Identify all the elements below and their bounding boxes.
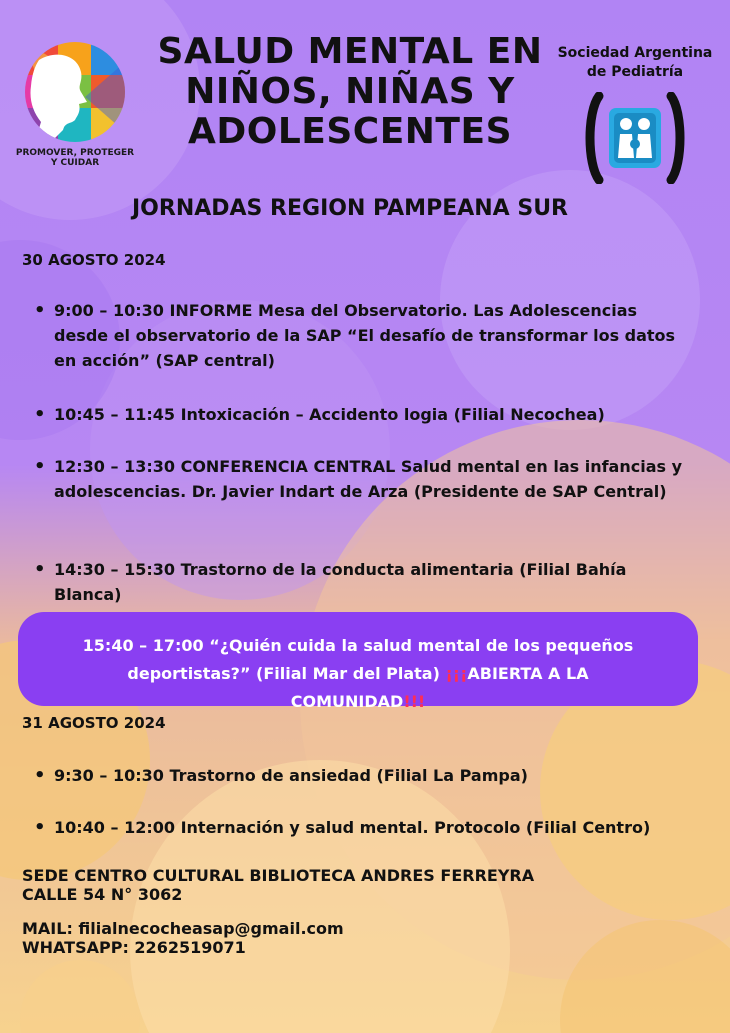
day2-item-1: • 9:30 – 10:30 Trastorno de ansiedad (Filial La Pampa) xyxy=(30,763,690,788)
sap-emblem-icon xyxy=(585,92,685,184)
contact-mail[interactable]: MAIL: filialnecocheasap@gmail.com xyxy=(22,919,344,938)
banner-line2 xyxy=(58,660,658,716)
page-title xyxy=(150,32,550,152)
logo-tagline-line2: Y CUIDAR xyxy=(50,158,100,168)
title-line-3: ADOLESCENTES xyxy=(187,111,513,152)
day2-schedule-2 xyxy=(30,815,690,840)
org-name-line1: Sociedad Argentina xyxy=(557,45,713,61)
day1-schedule xyxy=(30,298,690,373)
venue-name: SEDE CENTRO CULTURAL BIBLIOTECA ANDRES FERREYRA xyxy=(22,866,535,885)
day1-schedule-3 xyxy=(30,454,690,504)
day1-item-4: • 14:30 – 15:30 Trastorno de la conducta alimentaria (Filial Bahía Blanca) xyxy=(30,557,690,607)
day2-schedule xyxy=(30,763,690,788)
day2-date: 31 AGOSTO 2024 xyxy=(22,714,166,732)
community-session-banner xyxy=(18,612,698,711)
venue-address: CALLE 54 N° 3062 xyxy=(22,885,183,904)
community-label: ABIERTA A LA COMUNIDAD xyxy=(290,664,589,711)
banner-line1: 15:40 – 17:00 “¿Quién cuida la salud mental de los pequeños xyxy=(82,636,634,655)
org-name-line2: de Pediatría xyxy=(586,64,684,80)
left-logo xyxy=(14,42,136,168)
day2-item-2: • 10:40 – 12:00 Internación y salud mental. Protocolo (Filial Centro) xyxy=(30,815,690,840)
title-line-1: SALUD MENTAL EN xyxy=(157,31,543,72)
day1-item-3: • 12:30 – 13:30 CONFERENCIA CENTRAL Salud mental en las infancias y adolescencias. Dr. Javier Indart de Arza (Presidente de SAP Central) xyxy=(30,454,690,504)
contact-whatsapp[interactable]: WHATSAPP: 2262519071 xyxy=(22,938,246,957)
day1-schedule-2 xyxy=(30,402,690,427)
sap-logo xyxy=(552,44,718,184)
title-line-2: NIÑOS, NIÑAS Y xyxy=(185,71,515,112)
logo-tagline-line1: PROMOVER, PROTEGER xyxy=(15,148,135,158)
contact-block xyxy=(22,919,344,957)
mosaic-head-icon xyxy=(25,42,125,142)
day1-date: 30 AGOSTO 2024 xyxy=(22,251,166,269)
day1-item-2: • 10:45 – 11:45 Intoxicación – Accidento logia (Filial Necochea) xyxy=(30,402,690,427)
exclamation-close-icon: !!! xyxy=(403,692,426,711)
day1-schedule-4 xyxy=(30,557,690,607)
day1-item-1: • 9:00 – 10:30 INFORME Mesa del Observatorio. Las Adolescencias desde el observatorio de la SAP “El desafío de transformar los datos en acción” (SAP central) xyxy=(30,298,690,373)
exclamation-open-icon: ¡¡¡ xyxy=(445,664,468,683)
banner-session-text: deportistas?” (Filial Mar del Plata) xyxy=(127,664,440,683)
event-subtitle: JORNADAS REGION PAMPEANA SUR xyxy=(132,196,568,221)
venue-block xyxy=(22,866,534,904)
